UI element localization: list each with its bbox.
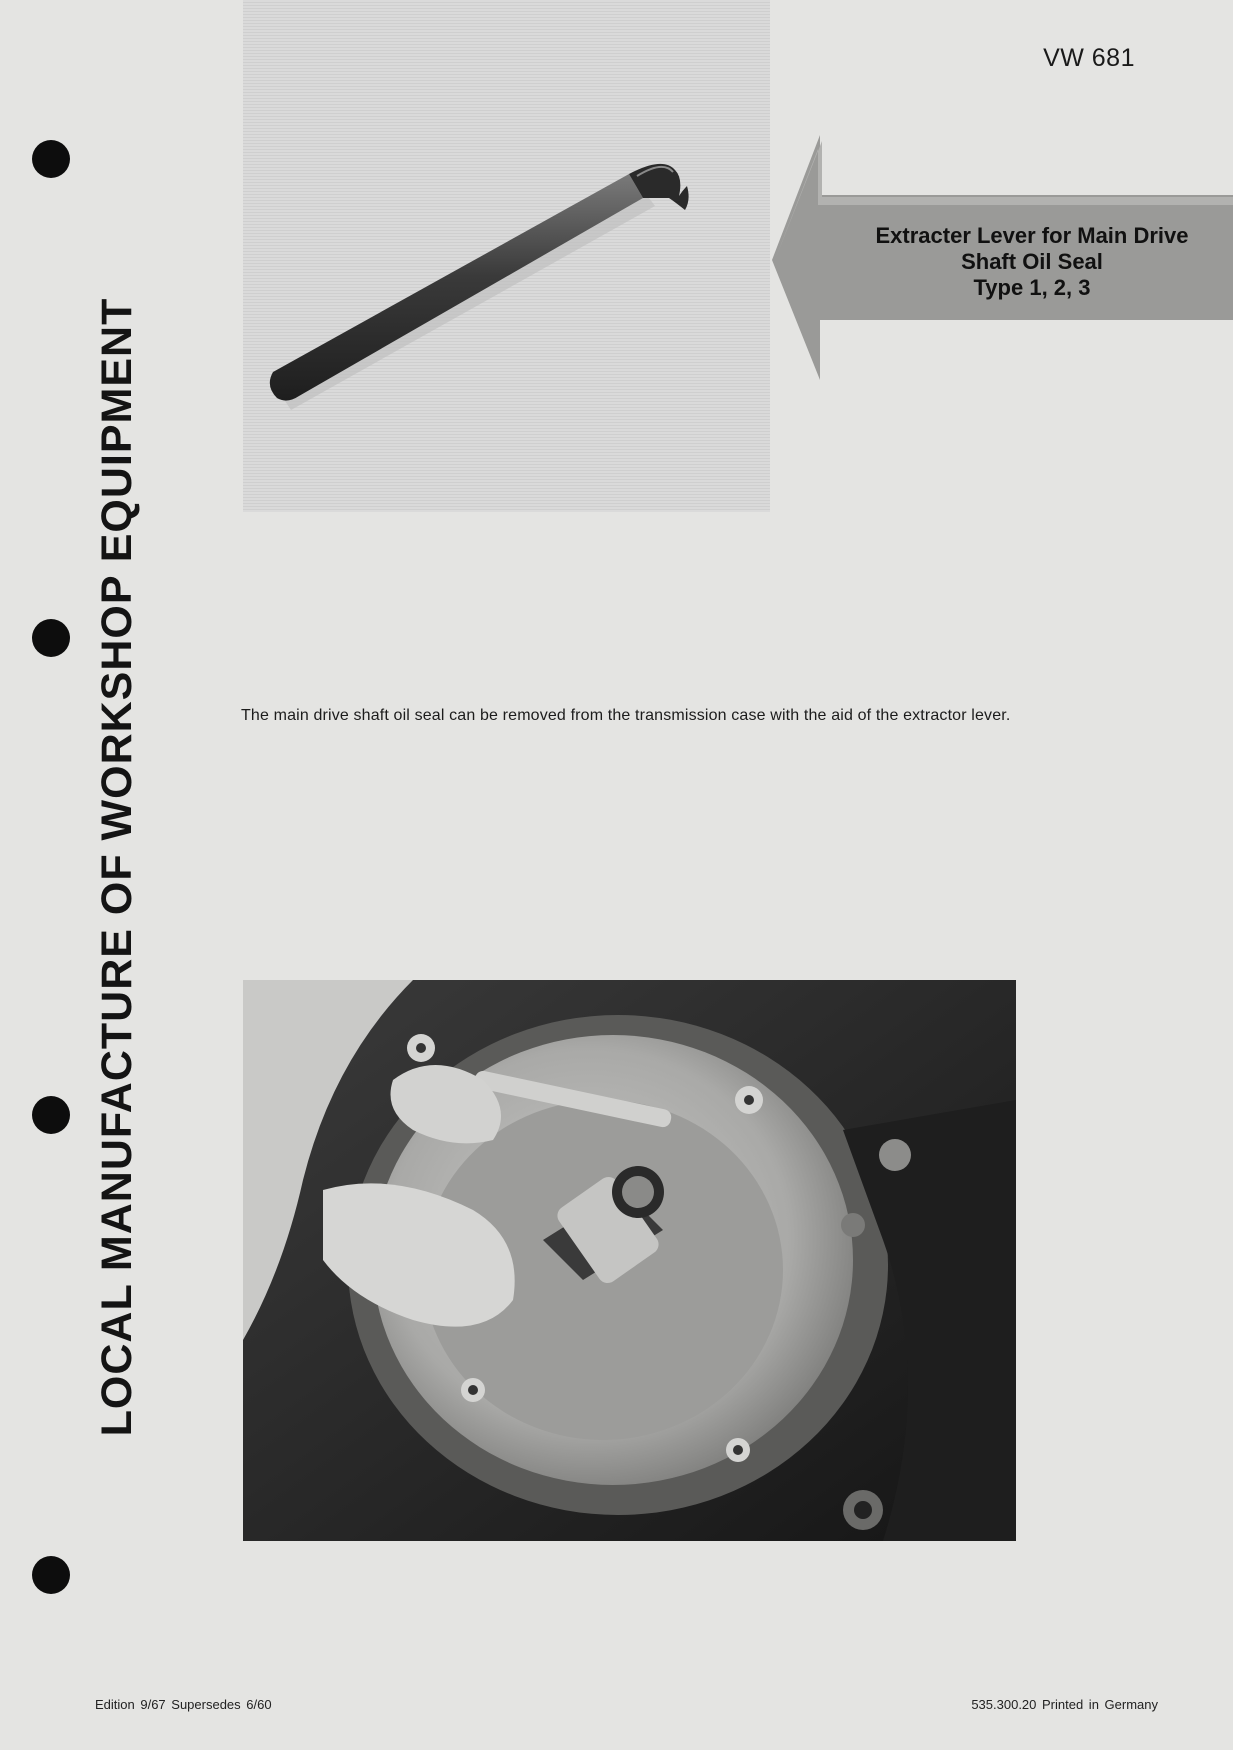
tool-name-text	[832, 223, 1232, 301]
print-info: 535.300.20 Printed in Germany	[971, 1697, 1158, 1712]
tool-name-line-1: Extracter Lever for Main Drive	[875, 223, 1189, 248]
punch-hole	[32, 1556, 70, 1594]
punch-hole	[32, 140, 70, 178]
vertical-section-title: LOCAL MANUFACTURE OF WORKSHOP EQUIPMENT	[93, 297, 141, 1437]
tool-name-line-2: Shaft Oil Seal	[961, 249, 1103, 274]
document-number: VW 681	[1043, 44, 1135, 72]
description-text: The main drive shaft oil seal can be removed from the transmission case with the aid of the extractor lever.	[241, 707, 1011, 724]
tool-name-line-3: Type 1, 2, 3	[973, 275, 1091, 300]
punch-hole	[32, 619, 70, 657]
punch-hole	[32, 1096, 70, 1134]
edition-info: Edition 9/67 Supersedes 6/60	[95, 1697, 272, 1712]
extractor-lever-photo	[243, 0, 770, 512]
transmission-case-photo	[243, 980, 1016, 1541]
tool-name-arrow-label	[772, 135, 1233, 380]
